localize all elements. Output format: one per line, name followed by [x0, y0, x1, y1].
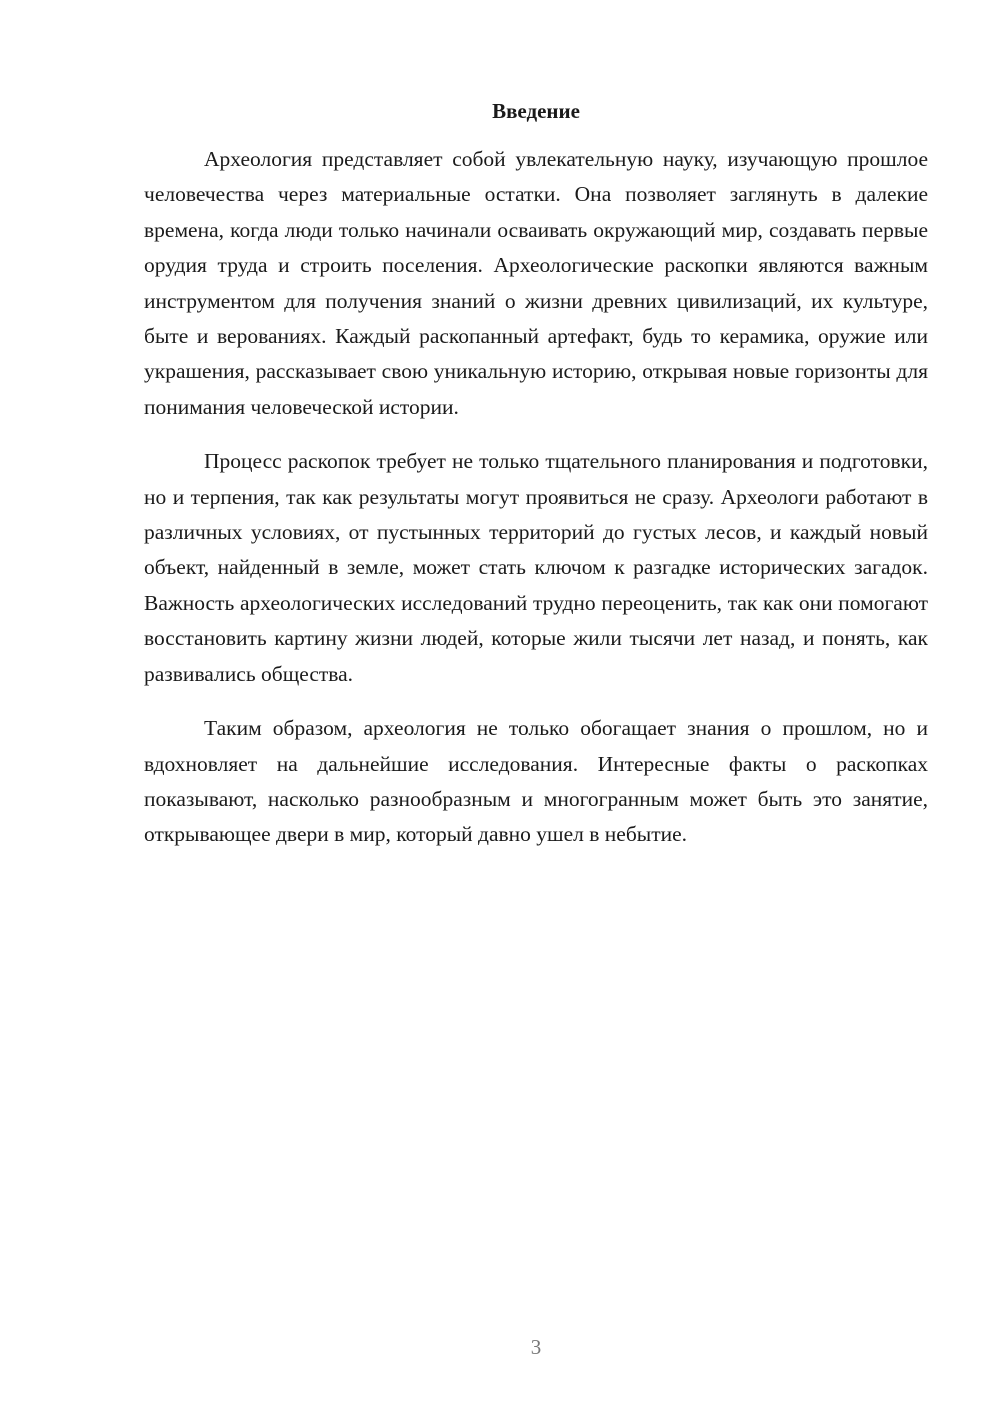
page-title: Введение: [492, 99, 580, 123]
paragraph-1: Археология представляет собой увлекательную науку, изучающую прошлое человечества через материальные остатки. Она позволяет заглянуть в далекие времена, когда люди только начинали осваивать окружающий мир, создавать первые орудия труда и строить поселения. Археологические раскопки являются важным инструментом для получения знаний о жизни древних цивилизаций, их культуре, быте и верованиях. Каждый раскопанный артефакт, будь то керамика, оружие или украшения, рассказывает свою уникальную историю, открывая новые горизонты для понимания человеческой истории.: [144, 147, 928, 419]
paragraph-3: Таким образом, археология не только обогащает знания о прошлом, но и вдохновляет на дальнейшие исследования. Интересные факты о раскопках показывают, насколько разнообразным и многогранным может быть это занятие, открывающее двери в мир, который давно ушел в небытие.: [144, 716, 928, 847]
paragraph-2: Процесс раскопок требует не только тщательного планирования и подготовки, но и терпения, так как результаты могут проявиться не сразу. Археологи работают в различных условиях, от пустынных территорий до густых лесов, и каждый новый объект, найденный в земле, может стать ключом к разгадке исторических загадок. Важность археологических исследований трудно переоценить, так как они помогают восстановить картину жизни людей, которые жили тысячи лет назад, и понять, как развивались общества.: [144, 449, 928, 686]
body-text: [144, 142, 928, 872]
page-number: 3: [530, 1335, 542, 1359]
